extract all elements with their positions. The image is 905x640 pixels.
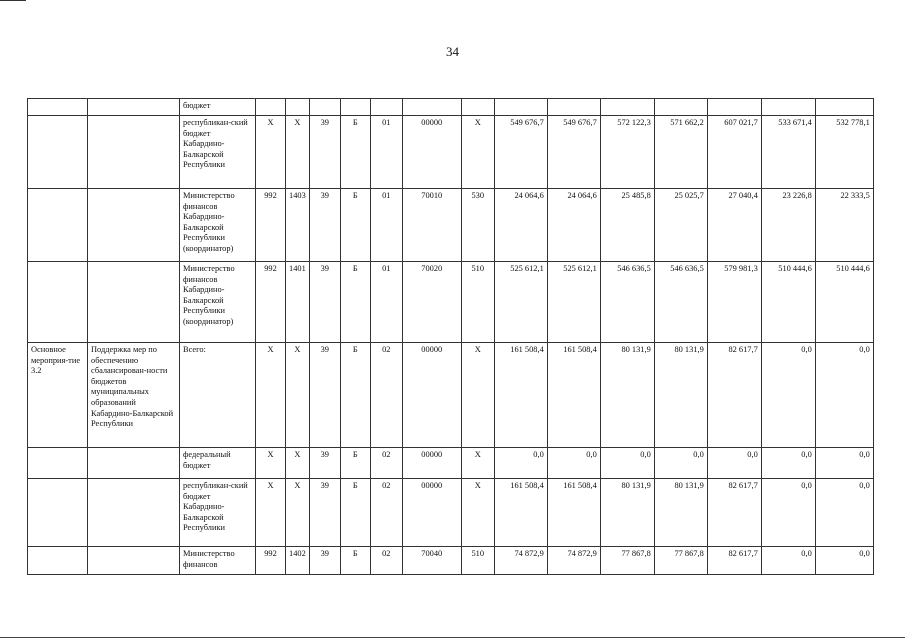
value-cell: 546 636,5 xyxy=(654,262,707,343)
value-cell: 82 617,7 xyxy=(707,547,761,575)
code-cell xyxy=(340,99,370,116)
value-cell: 0,0 xyxy=(815,343,873,448)
source-cell: федеральный бюджет xyxy=(180,448,256,479)
value-cell: 525 612,1 xyxy=(494,262,547,343)
source-cell: Министерство финансов Кабардино-Балкарской Республики (координатор) xyxy=(180,262,256,343)
code-cell: Б xyxy=(340,479,370,547)
value-cell: 0,0 xyxy=(761,547,815,575)
code-cell: 992 xyxy=(256,547,286,575)
code-cell xyxy=(402,99,461,116)
source-cell: республикан-ский бюджет Кабардино-Балкарской Республики xyxy=(180,479,256,547)
code-cell: Х xyxy=(256,343,286,448)
source-cell: Министерство финансов xyxy=(180,547,256,575)
name-cell xyxy=(88,99,180,116)
code-cell: Х xyxy=(461,448,494,479)
bottom-rule xyxy=(0,637,905,638)
table-row xyxy=(28,343,874,448)
value-cell: 0,0 xyxy=(707,448,761,479)
code-cell: 1401 xyxy=(286,262,310,343)
name-cell: Поддержка мер по обеспечению сбалансирован-ности бюджетов муниципальных образований Кабардино-Балкарской Республики xyxy=(88,343,180,448)
code-cell: Х xyxy=(286,343,310,448)
status-cell xyxy=(28,547,88,575)
value-cell: 0,0 xyxy=(600,448,654,479)
code-cell: 510 xyxy=(461,262,494,343)
code-cell: 01 xyxy=(370,116,402,189)
value-cell: 24 064,6 xyxy=(494,189,547,262)
code-cell: Б xyxy=(340,262,370,343)
table-row xyxy=(28,116,874,189)
code-cell: Х xyxy=(256,479,286,547)
code-cell: Х xyxy=(256,116,286,189)
value-cell: 546 636,5 xyxy=(600,262,654,343)
code-cell: 02 xyxy=(370,547,402,575)
code-cell: 992 xyxy=(256,262,286,343)
code-cell: 39 xyxy=(309,189,340,262)
value-cell: 77 867,8 xyxy=(600,547,654,575)
value-cell: 0,0 xyxy=(761,479,815,547)
code-cell: 70010 xyxy=(402,189,461,262)
code-cell: Б xyxy=(340,448,370,479)
value-cell: 23 226,8 xyxy=(761,189,815,262)
status-cell xyxy=(28,189,88,262)
value-cell xyxy=(547,99,600,116)
code-cell: 39 xyxy=(309,343,340,448)
source-cell: Министерство финансов Кабардино-Балкарской Республики (координатор) xyxy=(180,189,256,262)
value-cell: 0,0 xyxy=(494,448,547,479)
value-cell: 607 021,7 xyxy=(707,116,761,189)
code-cell: Х xyxy=(461,479,494,547)
table-row xyxy=(28,547,874,575)
code-cell: 00000 xyxy=(402,479,461,547)
value-cell: 25 485,8 xyxy=(600,189,654,262)
code-cell: 39 xyxy=(309,262,340,343)
code-cell: 510 xyxy=(461,547,494,575)
code-cell: Х xyxy=(256,448,286,479)
value-cell: 27 040,4 xyxy=(707,189,761,262)
code-cell: 992 xyxy=(256,189,286,262)
code-cell: 39 xyxy=(309,479,340,547)
name-cell xyxy=(88,479,180,547)
code-cell: 02 xyxy=(370,448,402,479)
value-cell xyxy=(707,99,761,116)
value-cell xyxy=(761,99,815,116)
budget-table xyxy=(27,98,874,575)
code-cell: 1402 xyxy=(286,547,310,575)
code-cell: 02 xyxy=(370,343,402,448)
page-number: 34 xyxy=(446,44,459,59)
name-cell xyxy=(88,547,180,575)
code-cell: 00000 xyxy=(402,116,461,189)
value-cell: 572 122,3 xyxy=(600,116,654,189)
code-cell: 1403 xyxy=(286,189,310,262)
code-cell: 00000 xyxy=(402,343,461,448)
source-cell: бюджет xyxy=(180,99,256,116)
code-cell: Б xyxy=(340,343,370,448)
code-cell: 530 xyxy=(461,189,494,262)
name-cell xyxy=(88,116,180,189)
code-cell: 70020 xyxy=(402,262,461,343)
value-cell: 25 025,7 xyxy=(654,189,707,262)
code-cell: Х xyxy=(286,448,310,479)
value-cell: 161 508,4 xyxy=(494,479,547,547)
code-cell: Х xyxy=(286,479,310,547)
value-cell: 533 671,4 xyxy=(761,116,815,189)
code-cell xyxy=(256,99,286,116)
table-row xyxy=(28,448,874,479)
value-cell: 0,0 xyxy=(815,479,873,547)
value-cell: 82 617,7 xyxy=(707,479,761,547)
value-cell: 161 508,4 xyxy=(547,343,600,448)
source-cell: Всего: xyxy=(180,343,256,448)
value-cell: 525 612,1 xyxy=(547,262,600,343)
name-cell xyxy=(88,262,180,343)
name-cell xyxy=(88,189,180,262)
value-cell: 549 676,7 xyxy=(547,116,600,189)
code-cell: Х xyxy=(286,116,310,189)
value-cell: 77 867,8 xyxy=(654,547,707,575)
value-cell: 0,0 xyxy=(815,448,873,479)
code-cell: Б xyxy=(340,116,370,189)
status-cell: Основное мероприя-тие 3.2 xyxy=(28,343,88,448)
code-cell: 39 xyxy=(309,547,340,575)
code-cell: Б xyxy=(340,547,370,575)
status-cell xyxy=(28,116,88,189)
value-cell: 82 617,7 xyxy=(707,343,761,448)
value-cell: 80 131,9 xyxy=(600,343,654,448)
code-cell: Х xyxy=(461,116,494,189)
value-cell xyxy=(600,99,654,116)
status-cell xyxy=(28,262,88,343)
code-cell xyxy=(309,99,340,116)
code-cell: Б xyxy=(340,189,370,262)
table-body xyxy=(28,99,874,575)
code-cell: 39 xyxy=(309,448,340,479)
value-cell: 24 064,6 xyxy=(547,189,600,262)
name-cell xyxy=(88,448,180,479)
table-row xyxy=(28,479,874,547)
value-cell: 80 131,9 xyxy=(654,479,707,547)
table-row xyxy=(28,262,874,343)
value-cell xyxy=(815,99,873,116)
top-edge-mark xyxy=(0,0,26,1)
code-cell: Х xyxy=(461,343,494,448)
code-cell: 39 xyxy=(309,116,340,189)
value-cell: 0,0 xyxy=(547,448,600,479)
value-cell: 549 676,7 xyxy=(494,116,547,189)
value-cell xyxy=(494,99,547,116)
value-cell: 510 444,6 xyxy=(761,262,815,343)
code-cell xyxy=(461,99,494,116)
status-cell xyxy=(28,99,88,116)
value-cell: 0,0 xyxy=(761,448,815,479)
code-cell xyxy=(286,99,310,116)
table-row xyxy=(28,189,874,262)
value-cell xyxy=(654,99,707,116)
code-cell: 70040 xyxy=(402,547,461,575)
value-cell: 161 508,4 xyxy=(494,343,547,448)
value-cell: 0,0 xyxy=(654,448,707,479)
value-cell: 510 444,6 xyxy=(815,262,873,343)
code-cell: 02 xyxy=(370,479,402,547)
status-cell xyxy=(28,448,88,479)
table-row xyxy=(28,99,874,116)
value-cell: 74 872,9 xyxy=(494,547,547,575)
value-cell: 74 872,9 xyxy=(547,547,600,575)
value-cell: 0,0 xyxy=(761,343,815,448)
value-cell: 532 778,1 xyxy=(815,116,873,189)
value-cell: 579 981,3 xyxy=(707,262,761,343)
code-cell: 00000 xyxy=(402,448,461,479)
source-cell: республикан-ский бюджет Кабардино-Балкарской Республики xyxy=(180,116,256,189)
value-cell: 571 662,2 xyxy=(654,116,707,189)
code-cell: 01 xyxy=(370,189,402,262)
value-cell: 161 508,4 xyxy=(547,479,600,547)
value-cell: 22 333,5 xyxy=(815,189,873,262)
code-cell xyxy=(370,99,402,116)
value-cell: 80 131,9 xyxy=(600,479,654,547)
value-cell: 0,0 xyxy=(815,547,873,575)
status-cell xyxy=(28,479,88,547)
value-cell: 80 131,9 xyxy=(654,343,707,448)
code-cell: 01 xyxy=(370,262,402,343)
